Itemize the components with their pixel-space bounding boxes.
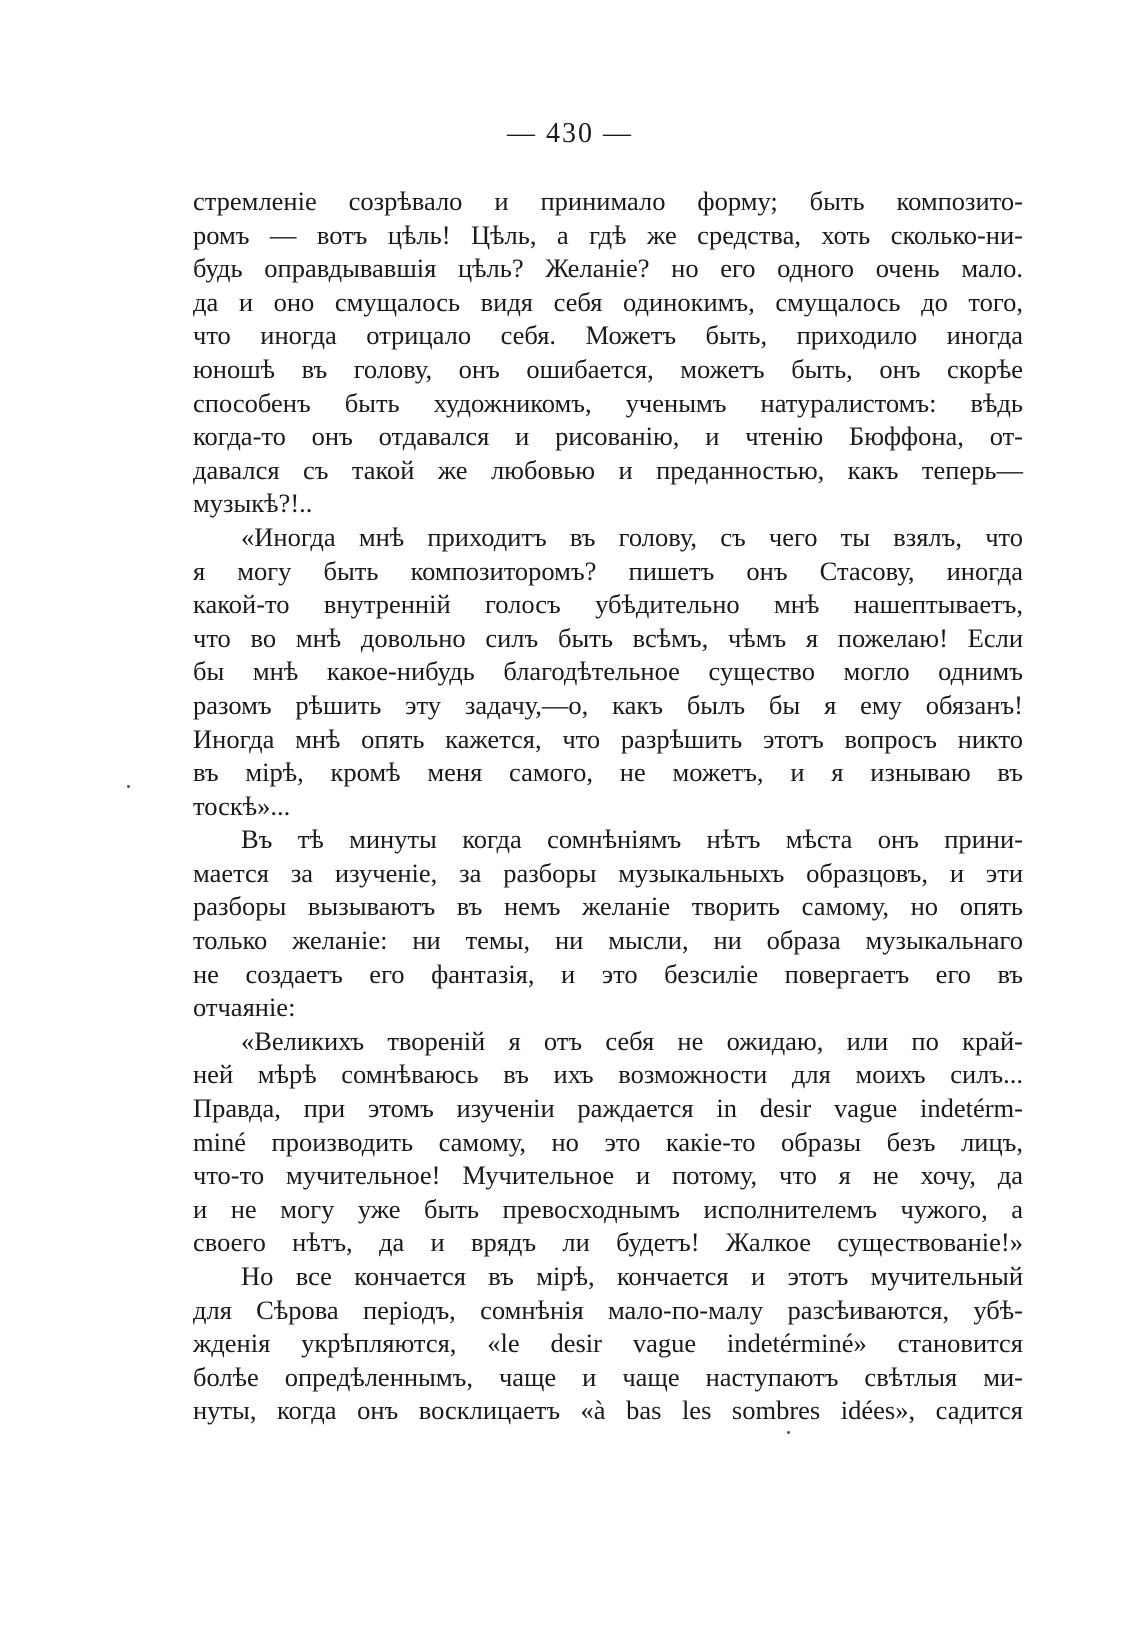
text-line: разомъ рѣшить эту задачу,—о, какъ былъ бы я ему обязанъ! bbox=[193, 689, 1023, 720]
text-line: «Великихъ твореній я отъ себя не ожидаю, или по край- bbox=[241, 1025, 1023, 1056]
text-line: ней мѣрѣ сомнѣваюсь въ ихъ возможности для моихъ силъ... bbox=[193, 1059, 1023, 1090]
text-line: нуты, когда онъ восклицаетъ «à bas les sombres idées», садится bbox=[193, 1395, 1023, 1426]
text-line: юношѣ въ голову, онъ ошибается, можетъ быть, онъ скорѣе bbox=[193, 353, 1023, 384]
text-line: давался съ такой же любовью и преданностью, какъ теперь— bbox=[193, 454, 1023, 485]
text-line: разборы вызываютъ въ немъ желаніе творить самому, но опять bbox=[193, 891, 1023, 922]
text-line: что иногда отрицало себя. Можетъ быть, приходило иногда bbox=[193, 320, 1023, 351]
text-line: въ мірѣ, кромѣ меня самого, не можетъ, и я изнываю въ bbox=[193, 757, 1023, 788]
text-line: для Сѣрова періодъ, сомнѣнія мало-по-малу разсѣиваются, убѣ- bbox=[193, 1294, 1023, 1325]
text-line: да и оно смущалось видя себя одинокимъ, смущалось до того, bbox=[193, 286, 1023, 317]
text-line: miné производить самому, но это какіе-то образы безъ лицъ, bbox=[193, 1126, 1023, 1157]
text-line: когда-то онъ отдавался и рисованію, и чтенію Бюффона, от- bbox=[193, 421, 1023, 452]
text-line: жденія укрѣпляются, «le desir vague indetérminé» становится bbox=[193, 1328, 1023, 1359]
text-line: бы мнѣ какое-нибудь благодѣтельное существо могло однимъ bbox=[193, 656, 1023, 687]
text-line: и не могу уже быть превосходнымъ исполнителемъ чужого, а bbox=[193, 1193, 1023, 1224]
text-line: какой-то внутренній голосъ убѣдительно мнѣ нашептываетъ, bbox=[193, 589, 1023, 620]
text-line: тоскѣ»... bbox=[193, 790, 291, 821]
print-speck bbox=[787, 1431, 790, 1434]
text-line: ромъ — вотъ цѣль! Цѣль, а гдѣ же средства, хоть сколько-ни- bbox=[193, 219, 1023, 250]
text-line: что-то мучительное! Мучительное и потому, что я не хочу, да bbox=[193, 1160, 1023, 1191]
text-line: отчаяніе: bbox=[193, 992, 296, 1023]
text-line: что во мнѣ довольно силъ быть всѣмъ, чѣмъ я пожелаю! Если bbox=[193, 622, 1023, 653]
text-line: Правда, при этомъ изученіи раждается in desir vague indetérm- bbox=[193, 1093, 1023, 1124]
text-line: мается за изученіе, за разборы музыкальныхъ образцовъ, и эти bbox=[193, 857, 1023, 888]
text-line: болѣе опредѣленнымъ, чаще и чаще наступаютъ свѣтлыя ми- bbox=[193, 1361, 1023, 1392]
text-line: способенъ быть художникомъ, ученымъ натуралистомъ: вѣдь bbox=[193, 387, 1023, 418]
text-line: «Иногда мнѣ приходитъ въ голову, съ чего ты взялъ, что bbox=[241, 521, 1023, 552]
text-line: будь оправдывавшія цѣль? Желаніе? но его одного очень мало. bbox=[193, 253, 1023, 284]
text-line: своего нѣтъ, да и врядъ ли будетъ! Жалкое существованіе!» bbox=[193, 1227, 1023, 1258]
print-speck bbox=[127, 785, 130, 788]
text-line: Но все кончается въ мірѣ, кончается и этотъ мучительный bbox=[241, 1261, 1023, 1291]
text-line: музыкѣ?!.. bbox=[193, 488, 313, 519]
page-number: — 430 — bbox=[507, 118, 633, 149]
text-line: Въ тѣ минуты когда сомнѣніямъ нѣтъ мѣста онъ прини- bbox=[241, 824, 1023, 855]
text-line: Иногда мнѣ опять кажется, что разрѣшить этотъ вопросъ никто bbox=[193, 723, 1023, 754]
text-line: только желаніе: ни темы, ни мысли, ни образа музыкальнаго bbox=[193, 925, 1023, 956]
text-line: стремленіе созрѣвало и принимало форму; быть композито- bbox=[193, 186, 1023, 216]
text-line: я могу быть композиторомъ? пишетъ онъ Стасову, иногда bbox=[193, 555, 1023, 586]
text-line: не создаетъ его фантазія, и это безсиліе повергаетъ его въ bbox=[193, 958, 1023, 989]
body-text bbox=[193, 185, 1023, 1428]
